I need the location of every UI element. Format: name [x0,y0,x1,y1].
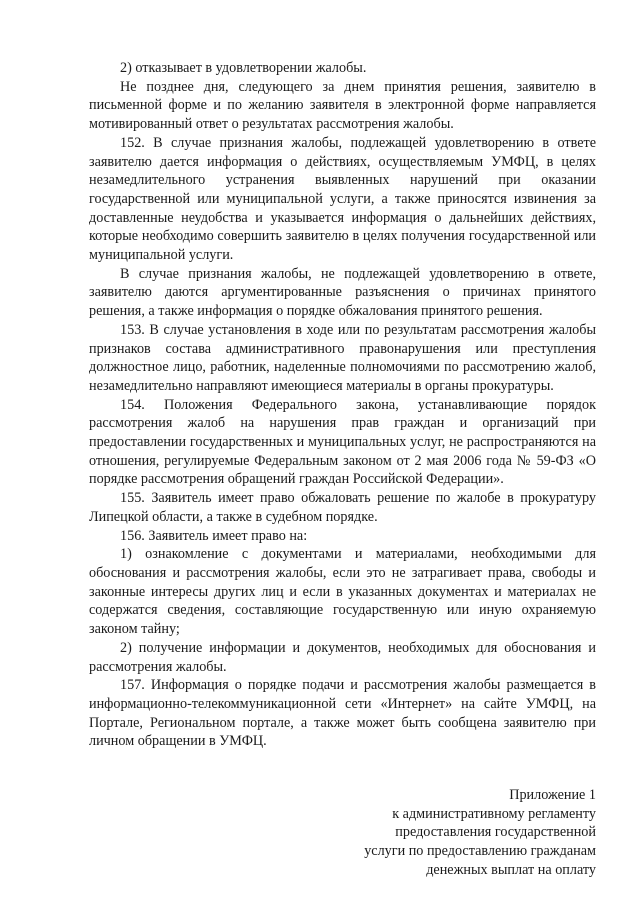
paragraph-153: 153. В случае установления в ходе или по результатам рассмотрения жалобы признаков состава административного правонарушения или преступления должностное лицо, работник, наделенные полномочиями по рассмотрению жалоб, незамедлительно направляют имеющиеся материалы в органы прокуратуры. [89,321,596,394]
appendix-line: к административному регламенту [392,805,596,822]
paragraph-156-item-2: 2) получение информации и документов, необходимых для обоснования и рассмотрения жалобы. [89,639,596,675]
paragraph-156-item-1: 1) ознакомление с документами и материалами, необходимыми для обоснования и рассмотрения жалобы, если это не затрагивает права, свободы и законные интересы других лиц и если в указанных документах и материалах не содержатся сведения, составляющие государственную или иную охраняемую законом тайну; [89,546,596,638]
paragraph-154: 154. Положения Федерального закона, устанавливающие порядок рассмотрения жалоб на нарушения прав граждан и организаций при предоставлении государственных и муниципальных услуг, не распространяются на отношения, регулируемые Федеральным законом от 2 мая 2006 года № 59-ФЗ «О порядке рассмотрения обращений граждан Российской Федерации». [89,396,596,488]
document-body [89,59,596,751]
paragraph-156: 156. Заявитель имеет право на: [120,527,308,544]
appendix-title: Приложение 1 [509,787,596,803]
paragraph-157: 157. Информация о порядке подачи и рассмотрения жалобы размещается в информационно-телекоммуникационной сети «Интернет» на сайте УМФЦ, на Портале, Региональном портале, а также может быть сообщена заявителю при личном обращении в УМФЦ. [89,677,596,750]
appendix-line: денежных выплат на оплату [426,861,596,878]
paragraph-155: 155. Заявитель имеет право обжаловать решение по жалобе в прокуратуру Липецкой области, а также в судебном порядке. [89,490,596,525]
appendix-header [364,786,596,880]
paragraph-152-rejection: В случае признания жалобы, не подлежащей удовлетворению в ответе, заявителю даются аргументированные разъяснения о причинах принятого решения, а также информация о порядке обжалования принятого решения. [89,265,596,320]
paragraph-response-deadline: Не позднее дня, следующего за днем принятия решения, заявителю в письменной форме и по желанию заявителя в электронной форме направляется мотивированный ответ о результатах рассмотрения жалобы. [89,78,596,133]
paragraph-152: 152. В случае признания жалобы, подлежащей удовлетворению в ответе заявителю дается информация о действиях, осуществляемым УМФЦ, в целях незамедлительного устранения выявленных нарушений при оказании государственной или муниципальной услуги, а также приносятся извинения за доставленные неудобства и указывается информация о дальнейших действиях, которые необходимо совершить заявителю в целях получения государственной или муниципальной услуги. [89,134,596,264]
paragraph-refusal: 2) отказывает в удовлетворении жалобы. [120,60,367,76]
appendix-line: услуги по предоставлению гражданам [364,843,596,860]
appendix-line: предоставления государственной [395,824,596,841]
